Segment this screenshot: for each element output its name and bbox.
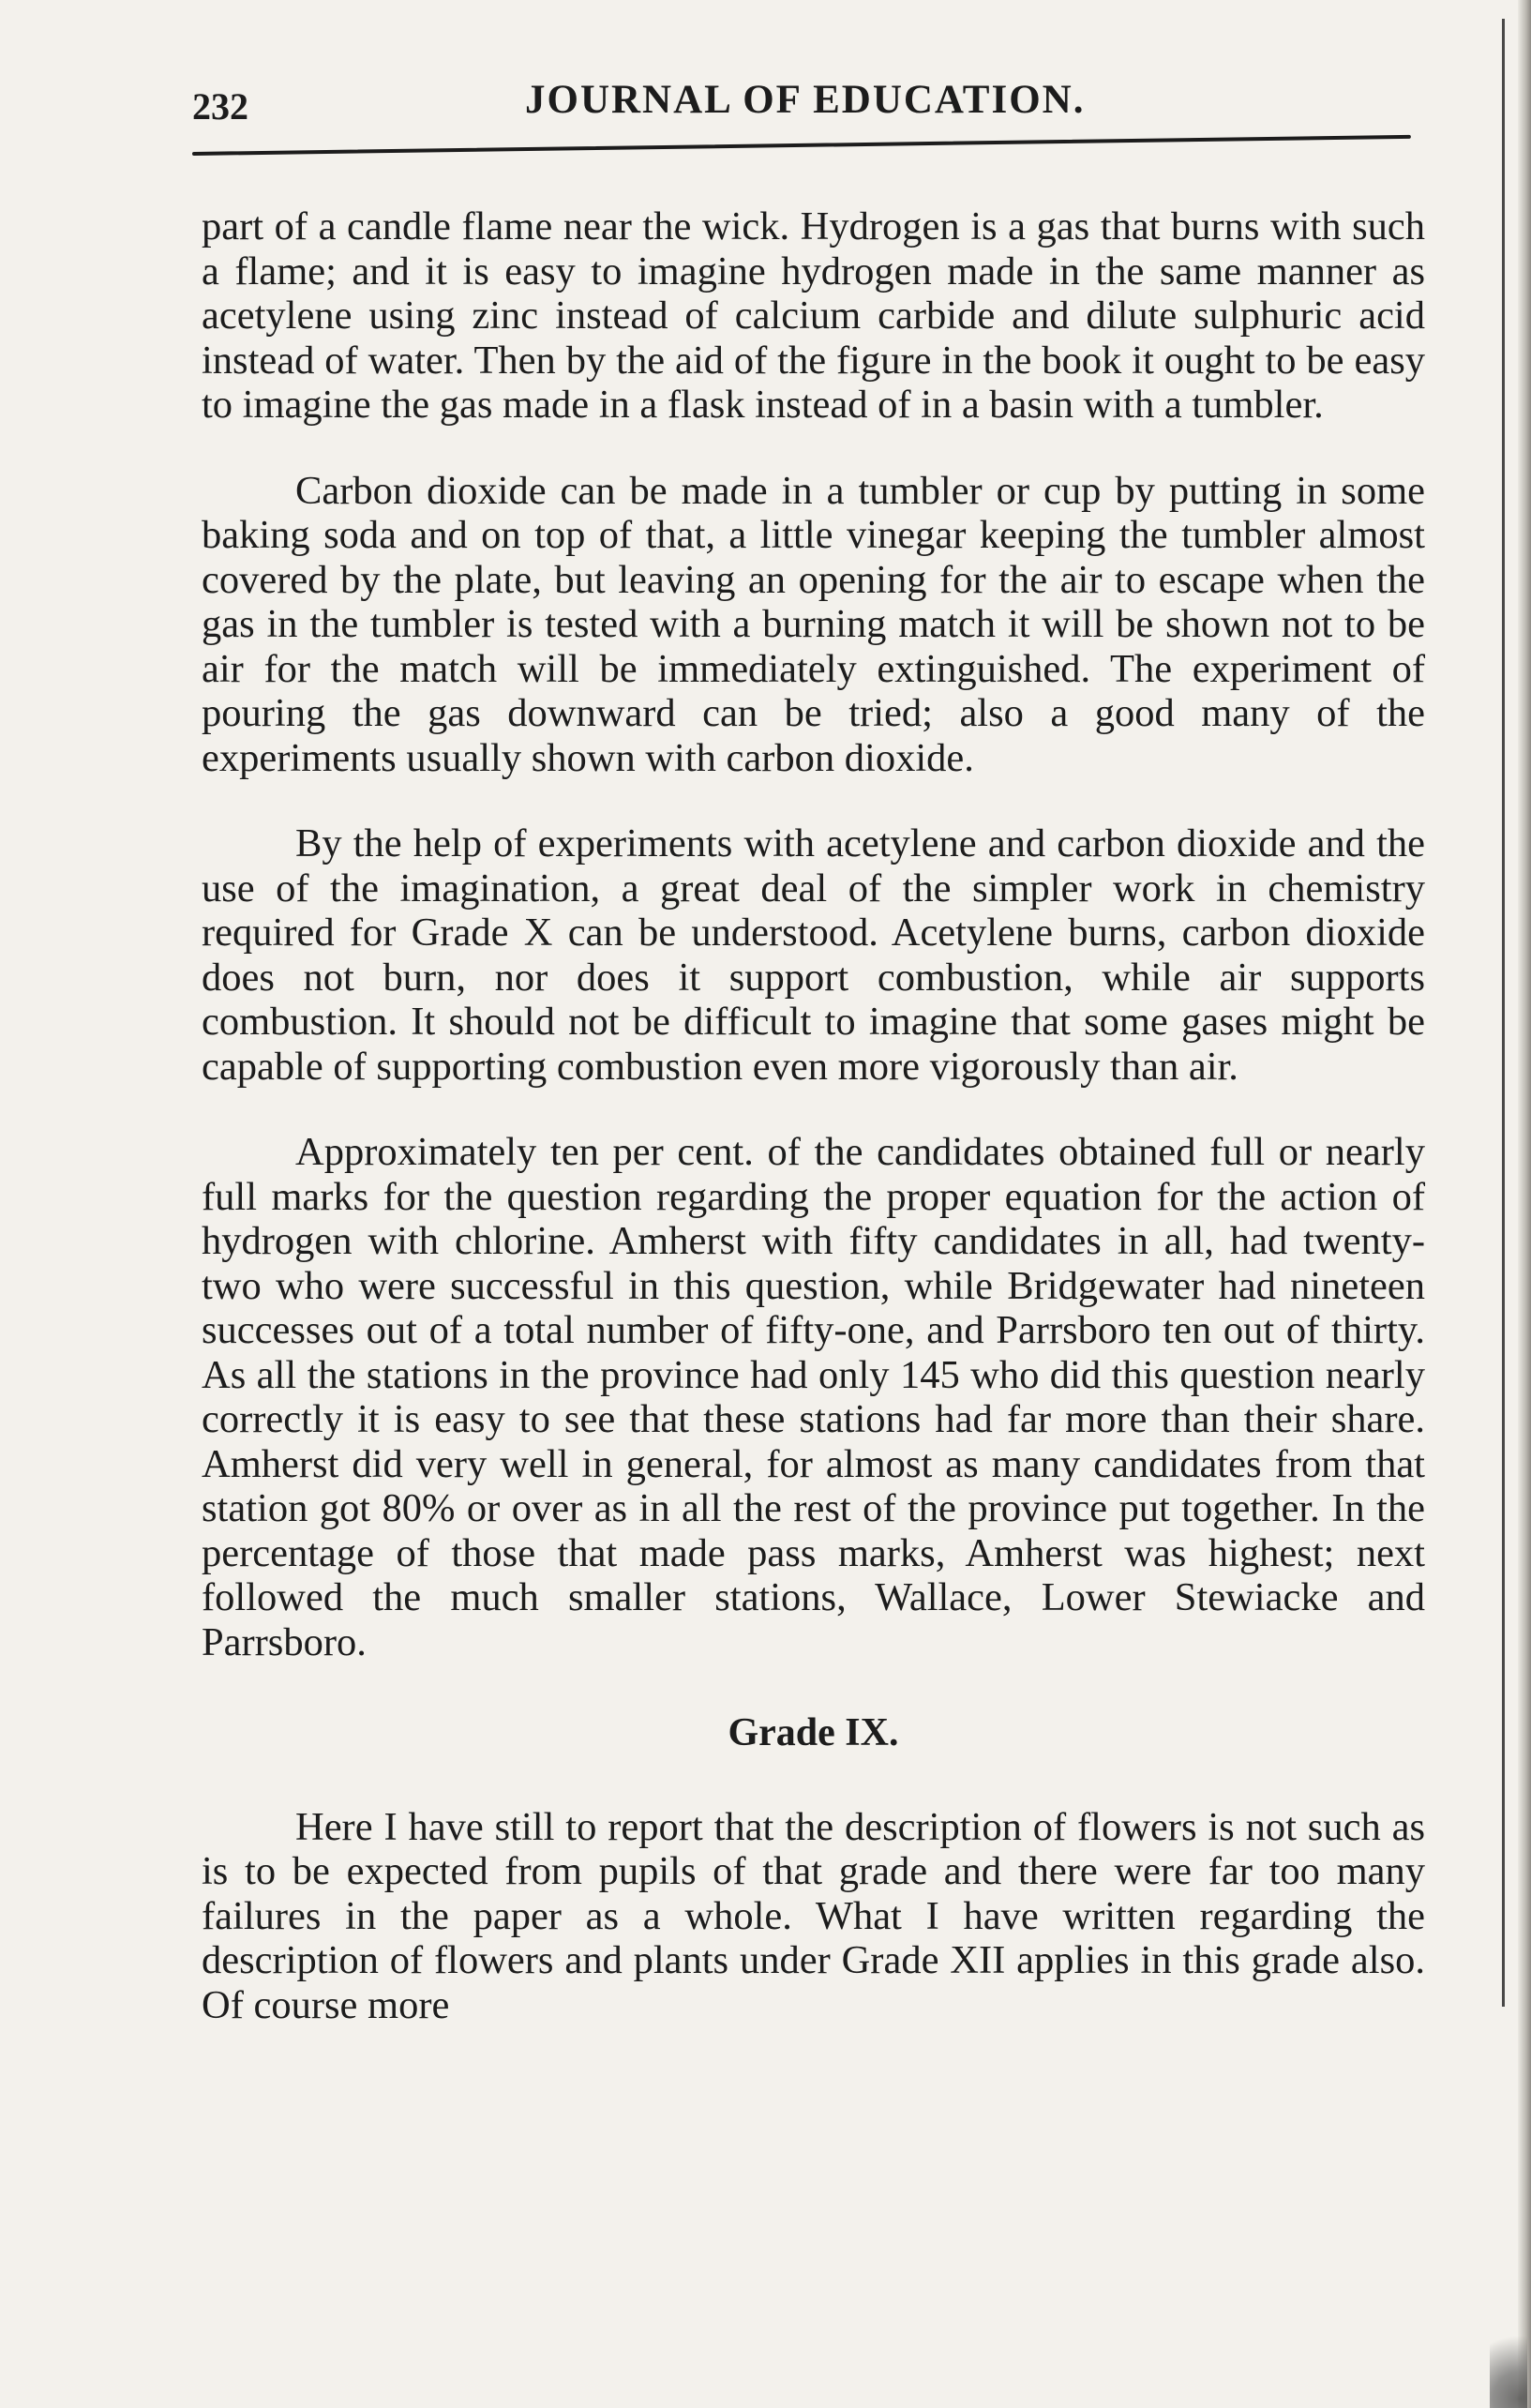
header-rule [192,135,1411,156]
page-corner-mark [1490,2314,1527,2408]
paragraph-hydrogen: part of a candle flame near the wick. Hydrogen is a gas that burns with such a flame; and it is easy to imagine hydrogen made in the same manner as acetylene using zinc instead of calcium carbide and dilute sulphuric acid instead of water. Then by the aid of the figure in the book it ought to be easy to imagine the gas made in a flask instead of in a basin with a tumbler. [202,204,1425,427]
section-heading-grade-ix: Grade IX. [728,1711,899,1754]
page-number: 232 [192,85,248,128]
paragraph-carbon-dioxide: Carbon dioxide can be made in a tumbler or cup by putting in some baking soda and on top of that, a little vinegar keeping the tumbler almost covered by the plate, but leaving an opening for the air to escape when the gas in the tumbler is tested with a burning match it will be shown not to be air for the match will be immediately extinguished. The experiment of pouring the gas downward can be tried; also a good many of the experiments usually shown with carbon dioxide. [202,468,1425,780]
page-gutter-line [1502,19,1505,2007]
page-edge-shadow [1518,0,1531,2408]
paragraph-experiments: By the help of experiments with acetylene and carbon dioxide and the use of the imagination, a great deal of the simpler work in chemistry required for Grade X can be understood. Acetylene burns, carbon dioxide does not burn, nor does it support combustion, while air supports combustion. It should not be difficult to imagine that some gases might be capable of supporting combustion even more vigorously than air. [202,821,1425,1089]
paragraph-grade-ix: Here I have still to report that the description of flowers is not such as is to be expected from pupils of that grade and there were far too many failures in the paper as a whole. What I have written regarding the description of flowers and plants under Grade XII applies in this grade also. Of course more [202,1804,1425,2027]
article-body [202,204,1425,2069]
page-header [192,77,1411,133]
paragraph-results: Approximately ten per cent. of the candidates obtained full or nearly full marks for the question regarding the proper equation for the action of hydrogen with chlorine. Amherst with fifty candidates in all, had twenty-two who were successful in this question, while Bridgewater had nineteen successes out of a total number of fifty-one, and Parrsboro ten out of thirty. As all the stations in the province had only 145 who did this question nearly correctly it is easy to see that these stations had far more than their share. Amherst did very well in general, for almost as many candidates from that station got 80% or over as in all the rest of the province put together. In the percentage of those that made pass marks, Amherst was highest; next followed the much smaller stations, Wallace, Lower Stewiacke and Parrsboro. [202,1130,1425,1664]
running-head: JOURNAL OF EDUCATION. [525,78,1086,122]
